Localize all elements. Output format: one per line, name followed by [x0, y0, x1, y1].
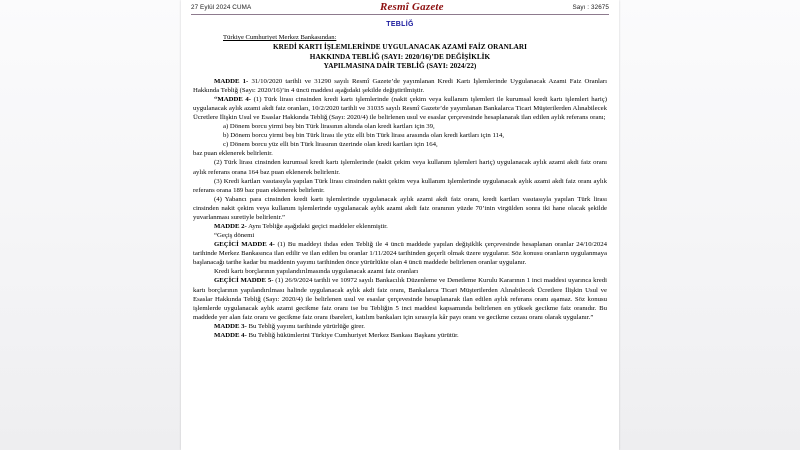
document-title — [207, 43, 593, 72]
provisional-article-4-text: (1) Bu maddeyi ihdas eden Tebliğ ile 4 üncü maddede yapılan değişiklik çerçevesinde hesaplanan oranlar 24/10/2024 tarihinde Merkez Bankasınca ilan edilir ve ilan edilen bu oranlar 1/11/2024 tarihinden geçerli olmak üzere uygulanır. Söz konusu oranların uygulanmaya başlanacağı tarihe kadar bu maddenin yayımı tarihinden önce yürürlükte olan 4 üncü maddede belirlenen oranlar uygulanır. — [193, 241, 607, 267]
provisional-article-5-label: GEÇİCİ MADDE 5- — [214, 277, 274, 285]
list-item-b: b) Dönem borcu yirmi beş bin Türk lirası ile yüz elli bin Türk lirası arasında olan kredi kartları için 114, — [223, 132, 505, 140]
list-closing-line: baz puan eklenerek belirlenir. — [193, 150, 273, 158]
transition-period-subhead: “Geçiş dönemi — [214, 232, 255, 240]
section-heading: TEBLİĞ — [386, 21, 414, 28]
document-title-line-2: HAKKINDA TEBLİĞ (SAYI: 2020/16)’DE DEĞİŞİKLİK — [309, 52, 491, 61]
document-title-line-1: KREDİ KARTI İŞLEMLERİNDE UYGULANACAK AZAMİ FAİZ ORANLARI — [272, 43, 527, 52]
paragraph-3: (3) Kredi kartları vasıtasıyla yapılan Türk lirası cinsinden nakit çekim veya kullanım işlemlerinde uygulanacak aylık azami akdi faiz oranı aylık referans orana 189 baz puan eklenerek belirlenir. — [193, 177, 607, 194]
article-4-paragraph — [193, 331, 607, 340]
article-1-label: MADDE 1- — [214, 77, 249, 85]
masthead-date: 27 Eylül 2024 CUMA — [191, 4, 252, 11]
paragraph-2: (2) Türk lirası cinsinden kurumsal kredi kartı işlemlerinde (nakit çekim veya kullanım işlemleri hariç) uygulanacak aylık azami akdi faiz oranı aylık referans orana 164 baz puan eklenerek belirlenir. — [193, 159, 607, 176]
article-2-paragraph — [193, 222, 607, 231]
article-3-label: MADDE 3- — [214, 322, 247, 330]
list-item-c: c) Dönem borcu yüz elli bin Türk lirasının üzerinde olan kredi kartları için 164, — [223, 141, 438, 149]
provisional-article-4-label: GEÇİCİ MADDE 4- — [214, 241, 275, 249]
masthead-title: Resmî Gazete — [379, 1, 444, 13]
list-item-a: a) Dönem borcu yirmi beş bin Türk lirasının altında olan kredi kartları için 39, — [223, 123, 435, 131]
provisional-article-4-paragraph — [193, 240, 607, 267]
document-content — [181, 21, 619, 340]
document-title-line-3: YAPILMASINA DAİR TEBLİĞ (SAYI: 2024/22) — [323, 62, 477, 71]
masthead-issue-number: Sayı : 32675 — [572, 4, 609, 11]
provisional-article-5-paragraph — [193, 276, 607, 321]
paragraph-4: (4) Yabancı para cinsinden kredi kartı işlemlerinde uygulanacak aylık azami akdi faiz oranı, kredi kartları vasıtasıyla yapılan Türk lirası cinsinden nakit çekim veya kullanım işlemlerinde uygulanacak aylık azami akdi faiz oranının yüzde 70’inin virgülden sonra iki hane olacak şekilde yuvarlanması suretiyle belirlenir.” — [193, 195, 607, 221]
amended-article-4-paragraph — [193, 95, 607, 122]
article-1-text: 31/10/2020 tarihli ve 31290 sayılı Resmî Gazete’de yayımlanan Kredi Kartı İşlemlerinde Uygulanacak Azami Faiz Oranları Hakkında Tebliğ (Sayı: 2020/16)’in 4 üncü maddesi aşağıdaki şekilde değiştirilmiştir. — [193, 77, 607, 94]
provisional-article-5-text: (1) 26/9/2024 tarihli ve 10972 sayılı Bankacılık Düzenleme ve Denetleme Kurulu Kararının 1 inci maddesi uyarınca kredi kartı borçlarının yapılandırılması halinde uygulanacak aylık akdi faiz oranı, Bankalarca Ticari Müşterilerden Alınabilecek Ücretlere İlişkin Usul ve Esaslar Hakkında Tebliğ (Sayı: 2020/4) ile belirlenen usul ve esaslar çerçevesinde hesaplanarak ilan edilen aylık referans oranı aşamaz. Söz konusu işlemlerde uygulanacak aylık azami gecikme faiz oranı ise bu Tebliğin 5 inci maddesi kapsamında belirlenen en yüksek gecikme faiz oranıdır. Bu maddede yer alan faiz oranı ve gecikme faiz oranı ibareleri, katılım bankaları için sırasıyla kâr payı oranı ve gecikme cezası oranı olarak uygulanır.” — [193, 277, 607, 321]
amended-article-4-text: (1) Türk lirası cinsinden kredi kartı işlemlerinde (nakit çekim veya kullanım işlemleri ile kurumsal kredi kartı işlemleri hariç) uygulanacak aylık azami akdi faiz oranları, 10/2/2020 tarihli ve 31035 sayılı Resmî Gazete’de yayımlanan Bankalarca Ticari Müşterilerden Alınabilecek Ücretlere İlişkin Usul ve Esaslar Hakkında Tebliğ (Sayı: 2020/4) ile belirlenen usul ve esaslar çerçevesinde hesaplanarak ilan edilen aylık referans oranı; — [193, 95, 607, 122]
article-3-text: Bu Tebliğ yayımı tarihinde yürürlüğe girer. — [246, 322, 365, 330]
masthead-divider — [191, 14, 609, 15]
article-3-paragraph — [193, 322, 607, 331]
issuer-line: Türkiye Cumhuriyet Merkez Bankasından: — [223, 34, 337, 41]
article-2-text: Aynı Tebliğe aşağıdaki geçici maddeler eklenmiştir. — [246, 222, 388, 230]
article-4-text: Bu Tebliğ hükümlerini Türkiye Cumhuriyet Merkez Bankası Başkanı yürütür. — [246, 331, 459, 339]
amended-article-4-label: “MADDE 4- — [214, 95, 252, 103]
restructuring-rates-subhead: Kredi kartı borçlarının yapılandırılmasında uygulanacak azami faiz oranları — [214, 268, 419, 276]
article-2-label: MADDE 2- — [214, 222, 247, 230]
gazette-sheet — [181, 0, 619, 450]
article-1-paragraph — [193, 77, 607, 95]
article-4-label: MADDE 4- — [214, 331, 247, 339]
